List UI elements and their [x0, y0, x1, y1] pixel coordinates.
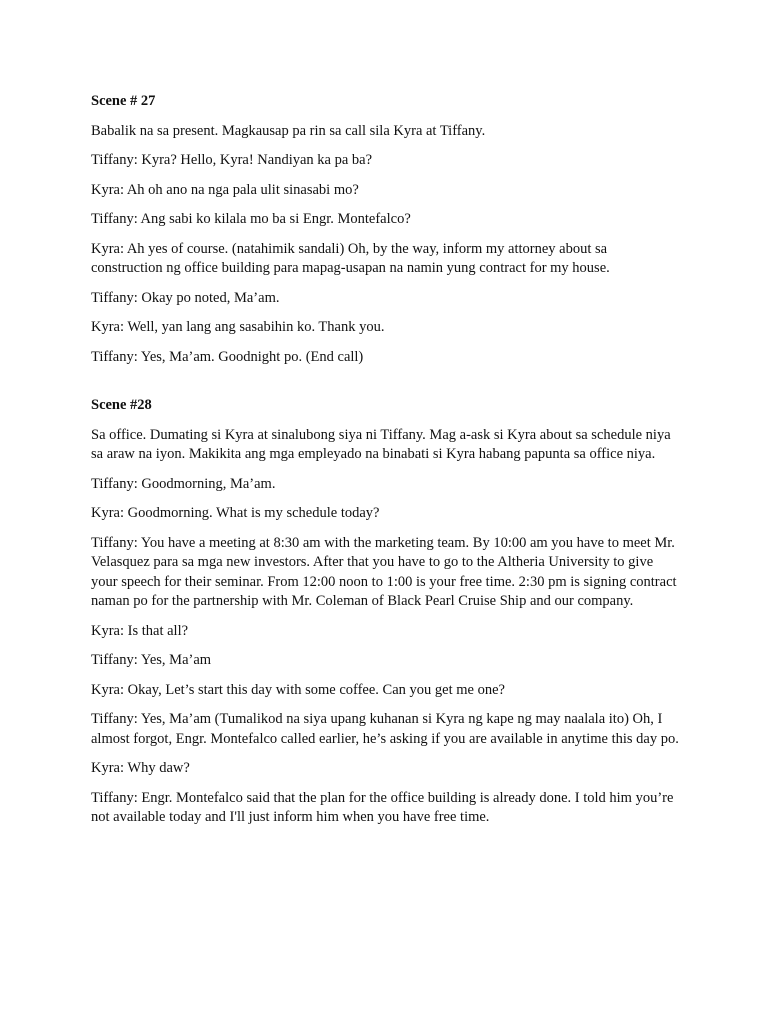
- dialogue-line: Kyra: Well, yan lang ang sasabihin ko. Thank you.: [91, 319, 385, 335]
- dialogue-line: Tiffany: Engr. Montefalco said that the plan for the office building is already done. I told him you’re not available today and I'll just inform him when you have free time.: [91, 789, 674, 825]
- dialogue-line: Tiffany: Yes, Ma’am: [91, 652, 212, 668]
- dialogue-line: Tiffany: Yes, Ma’am (Tumalikod na siya upang kuhanan si Kyra ng kape ng may naalala ito) Oh, I almost forgot, Engr. Montefalco called earlier, he’s asking if you are available in anytime this day po.: [91, 711, 679, 747]
- document-body: [91, 92, 681, 838]
- dialogue-line: Tiffany: Goodmorning, Ma’am.: [91, 475, 276, 492]
- scene-28: [91, 396, 681, 828]
- dialogue-line: Kyra: Goodmorning. What is my schedule today?: [91, 505, 380, 521]
- dialogue-line: Tiffany: You have a meeting at 8:30 am with the marketing team. By 10:00 am you have to meet Mr. Velasquez para sa mga new investors. After that you have to go to the Altheria University to give your speech for their seminar. From 12:00 noon to 1:00 is your free time. 2:30 pm is signing contract naman po for the partnership with Mr. Coleman of Black Pearl Cruise Ship and our company.: [91, 534, 677, 609]
- dialogue-line: Kyra: Ah yes of course. (natahimik sandali) Oh, by the way, inform my attorney about sa construction ng office building para mapag-usapan na namin yung contract for my house.: [91, 240, 610, 276]
- dialogue-line: Tiffany: Yes, Ma’am. Goodnight po. (End call): [91, 348, 364, 365]
- dialogue-line: Tiffany: Ang sabi ko kilala mo ba si Engr. Montefalco?: [91, 211, 411, 227]
- dialogue-line: Kyra: Why daw?: [91, 760, 190, 776]
- scene-description: Babalik na sa present. Magkausap pa rin sa call sila Kyra at Tiffany.: [91, 122, 486, 139]
- dialogue-line: Tiffany: Okay po noted, Ma’am.: [91, 289, 280, 306]
- dialogue-line: Kyra: Okay, Let’s start this day with some coffee. Can you get me one?: [91, 681, 505, 698]
- scene-heading: Scene #28: [91, 397, 152, 413]
- scene-27: [91, 92, 681, 367]
- dialogue-line: Tiffany: Kyra? Hello, Kyra! Nandiyan ka pa ba?: [91, 152, 373, 168]
- scene-heading: Scene # 27: [91, 93, 156, 109]
- scene-description: Sa office. Dumating si Kyra at sinalubong siya ni Tiffany. Mag a-ask si Kyra about sa schedule niya sa araw na iyon. Makikita ang mga empleyado na binabati si Kyra habang papunta sa office niya.: [91, 426, 671, 462]
- dialogue-line: Kyra: Ah oh ano na nga pala ulit sinasabi mo?: [91, 181, 359, 198]
- dialogue-line: Kyra: Is that all?: [91, 622, 189, 639]
